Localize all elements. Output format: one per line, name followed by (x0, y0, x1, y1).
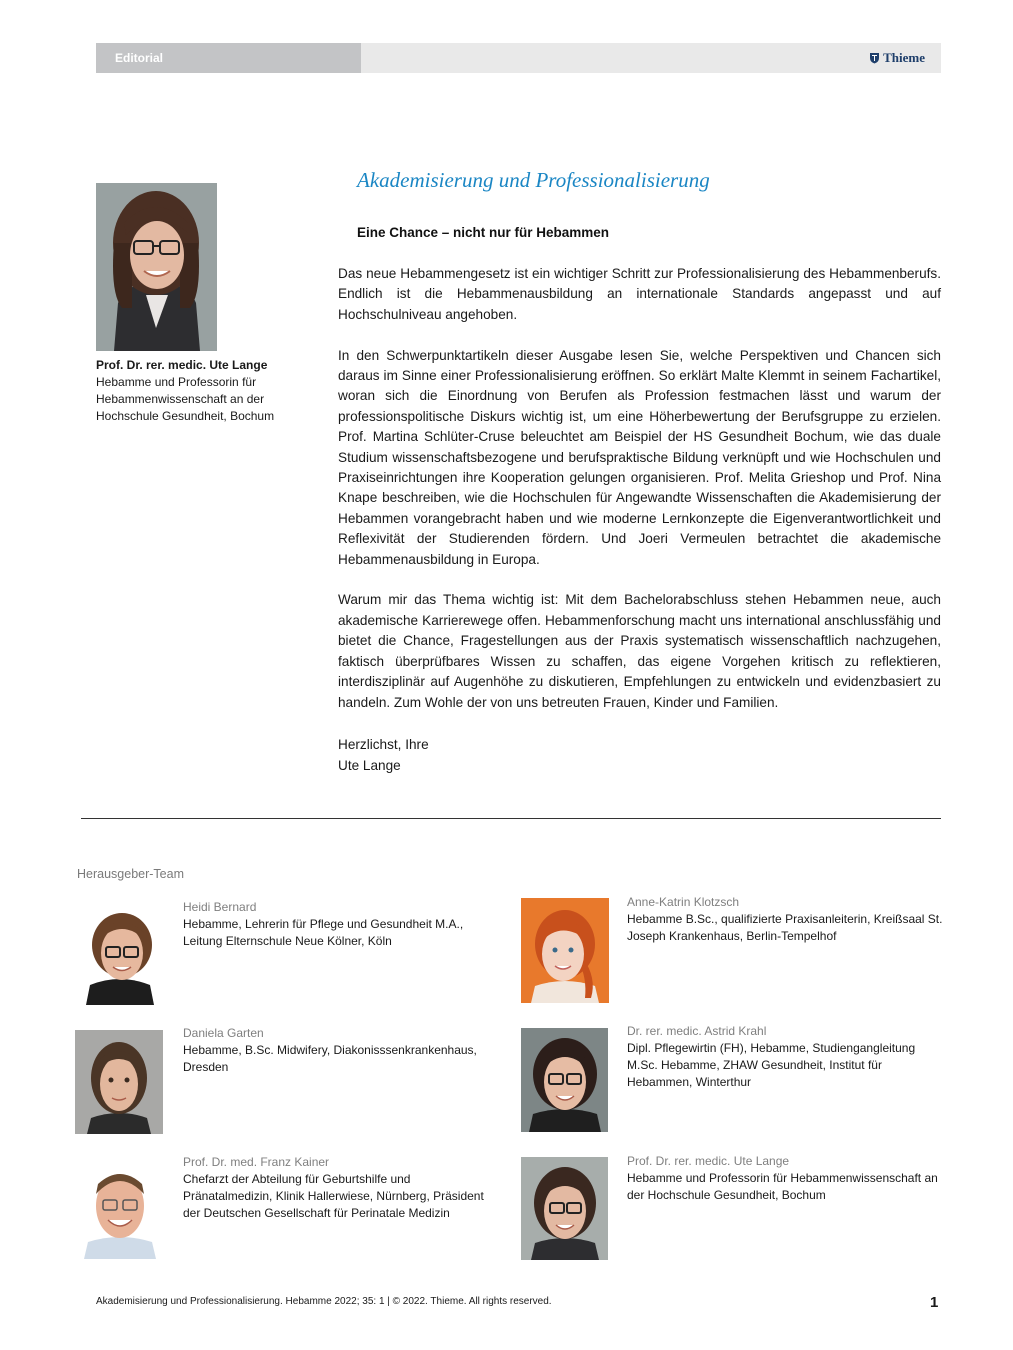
portrait-icon (78, 899, 162, 1005)
author-portrait-icon (96, 183, 217, 351)
article-body (338, 264, 941, 733)
member-name: Heidi Bernard (183, 900, 257, 914)
member-description: Dipl. Pflegewirtin (FH), Hebamme, Studiengangleitung M.Sc. Hebamme, ZHAW Gesundheit, Institut für Hebammen, Winterthur (627, 1041, 916, 1089)
member-photo (78, 899, 162, 1005)
member-description: Hebamme B.Sc., qualifizierte Praxisanleiterin, Kreißsaal St. Joseph Krankenhaus, Berlin-Tempelhof (627, 912, 943, 943)
page-number: 1 (930, 1294, 939, 1311)
publisher-logo (869, 43, 925, 73)
member-photo (521, 1157, 608, 1260)
team-member (627, 894, 945, 945)
publisher-name: Thieme (883, 50, 925, 65)
article-subtitle: Eine Chance – nicht nur für Hebammen (357, 225, 610, 240)
member-description: Chefarzt der Abteilung für Geburtshilfe und Pränatalmedizin, Klinik Hallerwiese, Nürnberg, Präsident der Deutschen Gesellschaft für Perinatale Medizin (183, 1172, 484, 1220)
member-description: Hebamme, B.Sc. Midwifery, Diakonisssenkrankenhaus, Dresden (183, 1043, 477, 1074)
article-paragraph: Das neue Hebammengesetz ist ein wichtiger Schritt zur Professionalisierung des Hebammenberufs. Endlich ist die Hebammenausbildung an internationale Standards angepasst und auf Hochschulniveau angehoben. (338, 266, 941, 322)
member-photo (521, 1028, 608, 1132)
closing (338, 734, 429, 776)
member-photo (78, 1156, 162, 1259)
section-label: Editorial (96, 43, 361, 73)
team-member (183, 1025, 501, 1076)
member-name: Anne-Katrin Klotzsch (627, 895, 740, 909)
team-member (627, 1153, 945, 1204)
team-heading: Herausgeber-Team (77, 867, 184, 881)
author-role: Hebamme und Professorin für Hebammenwissenschaft an der Hochschule Gesundheit, Bochum (96, 375, 275, 423)
portrait-icon (521, 1028, 608, 1132)
member-name: Daniela Garten (183, 1026, 264, 1040)
team-member (627, 1023, 945, 1091)
member-photo (521, 898, 609, 1003)
team-member (183, 899, 493, 950)
member-name: Prof. Dr. med. Franz Kainer (183, 1155, 330, 1169)
member-description: Hebamme, Lehrerin für Pflege und Gesundheit M.A., Leitung Elternschule Neue Kölner, Köln (183, 917, 464, 948)
member-name: Prof. Dr. rer. medic. Ute Lange (627, 1154, 790, 1168)
article-title: Akademisierung und Professionalisierung (357, 168, 710, 192)
article-paragraph: In den Schwerpunktartikeln dieser Ausgabe lesen Sie, welche Perspektiven und Chancen sich daraus im Sinne einer Professionalisierung eröffnen. So erklärt Malte Klemmt in seinem Fachartikel, woran sich die Einordnung von Berufen als Profession festmachen lässt und warum der professionspolitische Diskurs wichtig ist, um eine Höherbewertung der Berufsgruppe zu erzielen. Prof. Martina Schlüter-Cruse beleuchtet am Beispiel der HS Gesundheit Bochum, wie das duale Studium wissenschaftsbezogene und berufspraktische Bildung verknüpft und wie Hochschulen und Praxiseinrichtungen ihre Kooperation gelungen organisieren. Prof. Melita Grieshop und Prof. Nina Knape beschreiben, wie die Hochschulen für Angewandte Wissenschaften die Akademisierung der Hebammen vorangebracht haben und wie moderne Lernkonzepte die Eigenverantwortlichkeit und Reflexivität der Studierenden fördern. Und Joeri Vermeulen betrachtet die akademische Hebammenausbildung in Europa. (338, 347, 941, 567)
portrait-icon (75, 1030, 163, 1134)
member-photo (75, 1030, 163, 1134)
header-bar (96, 43, 941, 73)
author-name: Prof. Dr. rer. medic. Ute Lange (96, 358, 268, 372)
author-photo (96, 183, 217, 351)
author-caption (96, 357, 311, 425)
closing-signature: Ute Lange (338, 758, 401, 773)
closing-greeting: Herzlichst, Ihre (338, 737, 429, 752)
section-divider (81, 818, 941, 819)
portrait-icon (521, 1157, 608, 1260)
member-name: Dr. rer. medic. Astrid Krahl (627, 1024, 767, 1038)
article-paragraph: Warum mir das Thema wichtig ist: Mit dem Bachelorabschluss stehen Hebammen neue, auch akademische Karrierewege offen. Hebammenforschung macht uns international anschlussfähig und bietet die Chance, Fragestellungen aus der Praxis systematisch wissenschaftlich nachzugehen, faktisch überprüfbares Wissen zu schaffen, das eigene Vorgehen kritisch zu reflektieren, interdisziplinär auf Augenhöhe zu diskutieren, Empfehlungen zu entwickeln und evidenzbasiert zu handeln. Zum Wohle der von uns betreuten Frauen, Kinder und Familien. (338, 592, 941, 710)
member-description: Hebamme und Professorin für Hebammenwissenschaft an der Hochschule Gesundheit, Bochum (627, 1171, 938, 1202)
portrait-icon (521, 898, 609, 1003)
thieme-logo-icon (869, 52, 880, 64)
team-member (183, 1154, 501, 1222)
portrait-icon (78, 1156, 162, 1259)
footer-citation: Akademisierung und Professionalisierung. Hebamme 2022; 35: 1 | © 2022. Thieme. All rights reserved. (96, 1296, 552, 1307)
